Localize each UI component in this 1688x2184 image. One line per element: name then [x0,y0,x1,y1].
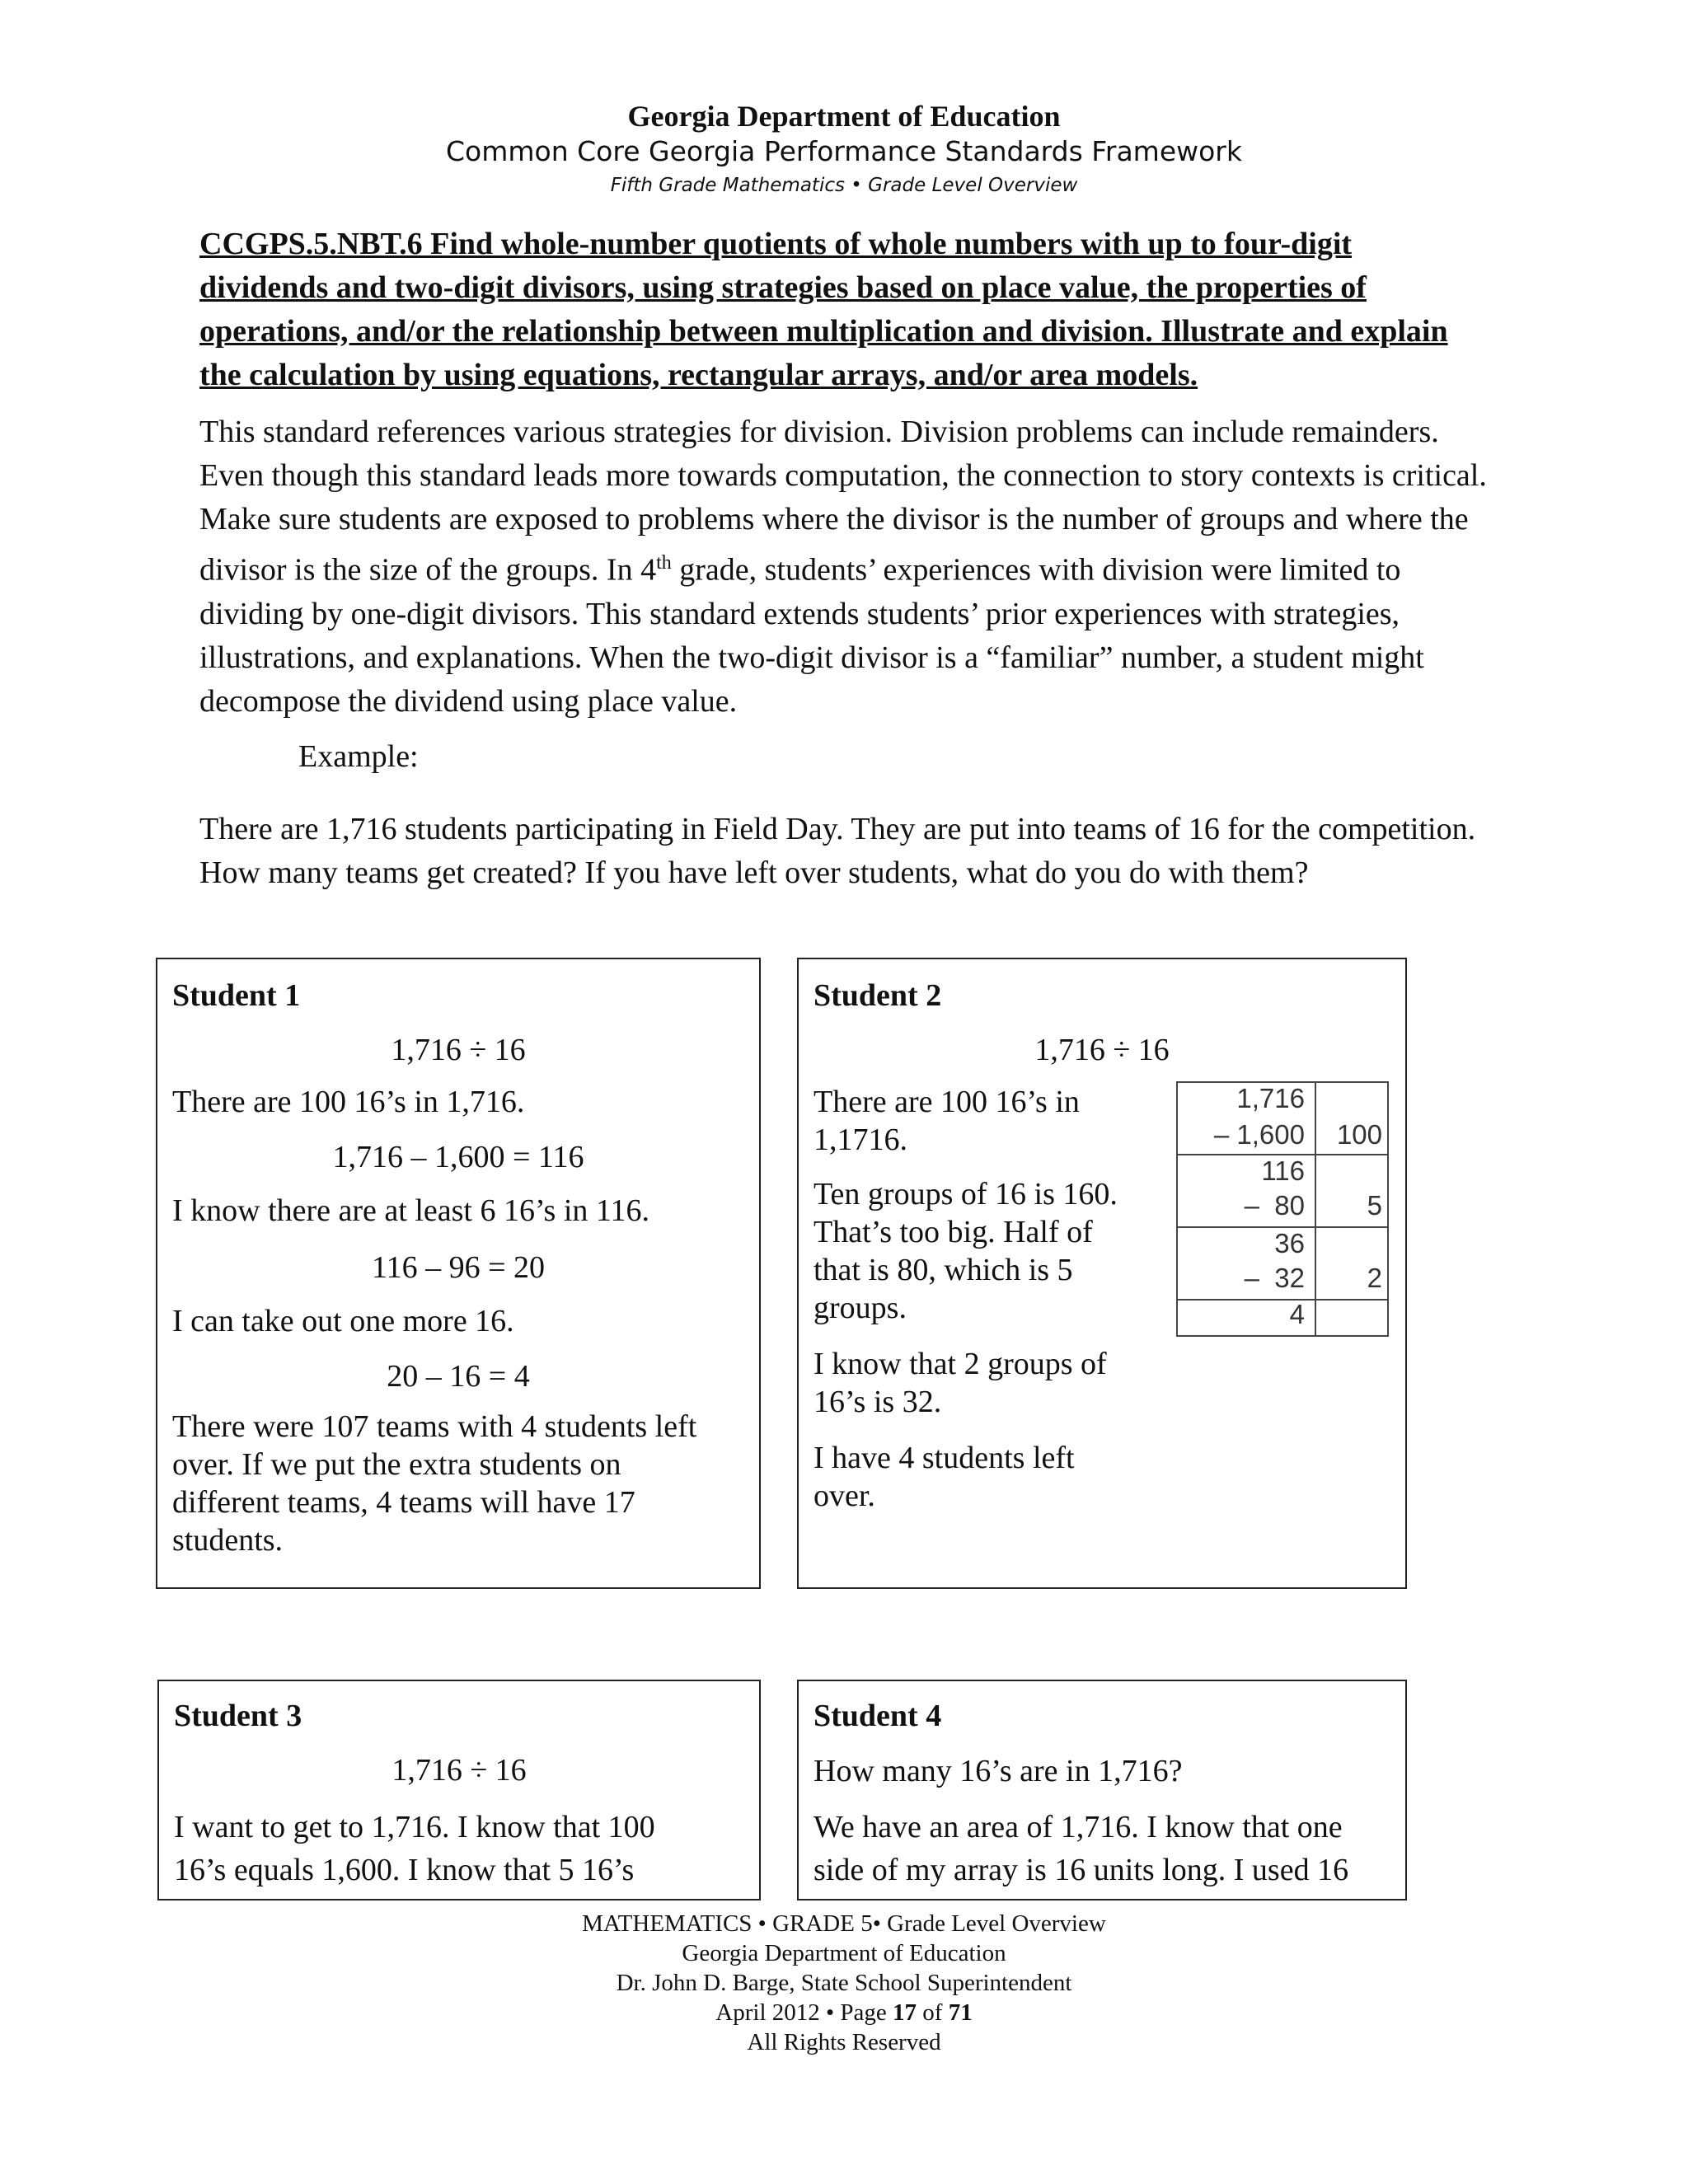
student-2-text: that is 80, which is 5 [814,1253,1073,1287]
student-1-equation: 1,716 – 1,600 = 116 [332,1140,584,1174]
table-cell: 36 [1274,1228,1305,1258]
student-4-box [797,1680,1407,1900]
footer-line: Georgia Department of Education [682,1940,1006,1966]
problem-statement: There are 1,716 students participating in Field Day. They are put into teams of 16 for the competition. How many teams get created? If you have left over students, what do you do with them? [199,812,1476,890]
student-1-text: different teams, 4 teams will have 17 [172,1485,635,1520]
footer-date: April 2012 • Page [715,1999,893,2026]
student-2-box [797,958,1407,1589]
student-3-text: I want to get to 1,716. I know that 100 [174,1810,655,1844]
student-2-text: groups. [814,1291,907,1325]
student-2-equation: 1,716 ÷ 16 [1034,1033,1170,1067]
header-subtitle: Fifth Grade Mathematics • Grade Level Overview [610,175,1078,196]
student-1-title: Student 1 [172,978,301,1013]
student-4-question: How many 16’s are in 1,716? [814,1754,1183,1788]
student-2-text: I have 4 students left [814,1441,1075,1475]
table-quotient: 100 [1336,1119,1382,1150]
footer-page-line [0,1998,1688,2027]
table-quotient: 2 [1367,1263,1382,1293]
student-2-text: I know that 2 groups of [814,1347,1107,1381]
table-cell: – 1,600 [1213,1119,1305,1150]
table-cell: 4 [1289,1299,1305,1329]
intro-text-1: This standard references various strategies for division. Division problems can include remainders. Even though this standard leads more towards computation, the connection to story contexts is critical. Make sure students are exposed to problems where the divisor is the number of groups and where the divisor is the size of the groups. In 4 [199,415,1487,588]
student-1-text: There were 107 teams with 4 students left [172,1409,697,1444]
student-3-title: Student 3 [174,1699,302,1733]
student-3-text: 16’s equals 1,600. I know that 5 16’s [174,1853,635,1887]
intro-superscript: th [656,552,672,574]
student-1-box [156,958,761,1589]
intro-paragraph [199,410,1502,724]
student-2-title: Student 2 [814,978,942,1013]
page-total: 71 [948,1999,973,2026]
page-number: 17 [893,1999,917,2026]
intro-text-2: grade, students’ experiences with division were limited to dividing by one-digit divisors. This standard extends students’ prior experiences with strategies, illustrations, and explanations. When the two-digit divisor is a “familiar” number, a student might decompose the dividend using place value. [199,552,1424,719]
student-4-text: side of my array is 16 units long. I used 16 [814,1853,1349,1887]
header-org: Georgia Department of Education [627,100,1061,133]
student-2-text: There are 100 16’s in [814,1085,1080,1119]
student-1-text: I can take out one more 16. [172,1304,514,1338]
student-2-text: 1,1716. [814,1122,907,1157]
student-3-equation: 1,716 ÷ 16 [392,1753,527,1788]
student-1-text: students. [172,1523,284,1558]
table-cell: 116 [1261,1155,1305,1186]
student-3-box [157,1680,761,1900]
table-cell: 1,716 [1236,1083,1305,1113]
header-framework: Common Core Georgia Performance Standards Framework [446,135,1242,167]
student-2-text: 16’s is 32. [814,1385,942,1419]
student-2-text: That’s too big. Half of [814,1215,1093,1249]
student-1-equation: 116 – 96 = 20 [371,1250,546,1285]
standard-statement: CCGPS.5.NBT.6 Find whole-number quotients of whole numbers with up to four-digit dividends and two-digit divisors, using strategies based on place value, the properties of operations, and/or the relationship between multiplication and division. Illustrate and explain the calculation by using equations, rectangular arrays, and/or area models. [199,227,1448,392]
student-4-title: Student 4 [814,1699,942,1733]
table-rule [1176,1335,1389,1337]
table-rule [1176,1299,1389,1301]
footer-line: MATHEMATICS • GRADE 5• Grade Level Overview [582,1910,1106,1937]
footer-line: All Rights Reserved [747,2029,941,2055]
student-1-equation: 1,716 ÷ 16 [391,1033,526,1067]
table-quotient: 5 [1367,1190,1382,1221]
student-1-text: I know there are at least 6 16’s in 116. [172,1193,649,1228]
footer-of: of [917,1999,949,2026]
student-4-text: We have an area of 1,716. I know that one [814,1810,1343,1844]
partial-quotients-table [1176,1081,1389,1337]
page-footer [0,1909,1688,2057]
student-2-text: over. [814,1479,875,1513]
student-1-text: over. If we put the extra students on [172,1447,621,1482]
student-1-text: There are 100 16’s in 1,716. [172,1085,525,1119]
student-1-equation: 20 – 16 = 4 [387,1359,530,1394]
example-label: Example: [298,739,419,774]
table-cell: – 32 [1244,1263,1305,1293]
table-cell: – 80 [1244,1190,1305,1221]
student-2-text: Ten groups of 16 is 160. [814,1177,1118,1212]
footer-line: Dr. John D. Barge, State School Superintendent [616,1970,1072,1996]
